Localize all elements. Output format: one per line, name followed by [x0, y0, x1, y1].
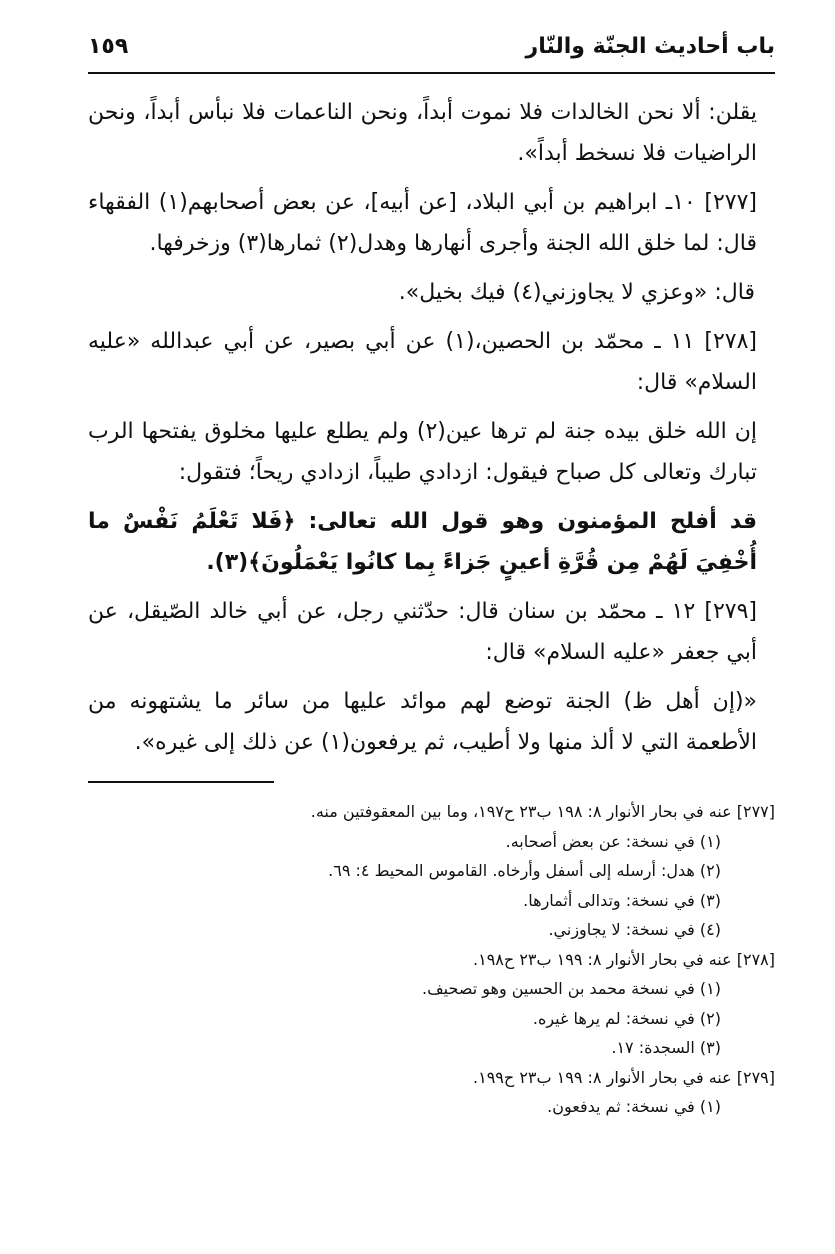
hadith-277-chain: [٢٧٧] ١٠ـ ابراهيم بن أبي البلاد، [عن أبيه]، عن بعض أصحابهم(١) الفقهاء قال: لما خلق الله الجنة وأجرى أنهارها وهدل(٢) ثمارها(٣) وزخرفها. [88, 190, 757, 256]
footnote-item: (٣) في نسخة: وتدالى أثمارها. [523, 890, 721, 910]
main-text [88, 92, 775, 763]
footnote-source-277: [٢٧٧] عنه في بحار الأنوار ٨: ١٩٨ ب٢٣ ح١٩٧، وما بين المعقوفتين منه. [310, 802, 775, 821]
page-header [88, 34, 775, 74]
footnote-source-279: [٢٧٩] عنه في بحار الأنوار ٨: ١٩٩ ب٢٣ ح١٩٩. [473, 1067, 775, 1087]
hadith-279-text: «(إن أهل ظ) الجنة توضع لهم موائد عليها من سائر ما يشتهونه من الأطعمة التي لا ألذ منها ولا أطيب، ثم يرفعون(١) عن ذلك إلى غيره». [88, 689, 757, 755]
footnote-item: (٢) هدل: أرسله إلى أسفل وأرخاه. القاموس المحيط ٤: ٦٩. [328, 861, 721, 880]
footnote-item: (١) في نسخة: عن بعض أصحابه. [505, 831, 721, 851]
hadith-278-chain: [٢٧٨] ١١ ـ محمّد بن الحصين،(١) عن أبي بصير، عن أبي عبدالله «عليه السلام» قال: [88, 329, 757, 395]
footnote-item: (١) في نسخة: ثم يدفعون. [547, 1097, 721, 1116]
footnote-source-278: [٢٧٨] عنه في بحار الأنوار ٨: ١٩٩ ب٢٣ ح١٩٨. [473, 949, 775, 969]
footnotes [88, 797, 775, 1122]
footnote-item: (١) في نسخة محمد بن الحسين وهو تصحيف. [422, 979, 721, 998]
paragraph-continuation: يقلن: ألا نحن الخالدات فلا نموت أبداً، ونحن الناعمات فلا نبأس أبداً، ونحن الراضيات فلا نسخط أبداً». [88, 100, 757, 166]
page-number: ١٥٩ [88, 34, 129, 59]
hadith-277-quote: قال: «وعزي لا يجاوزني(٤) فيك بخيل». [398, 280, 755, 305]
footnote-item: (٤) في نسخة: لا يجاوزني. [548, 920, 721, 939]
footnote-item: (٢) في نسخة: لم يرها غيره. [532, 1008, 721, 1028]
hadith-278-quran: قد أفلح المؤمنون وهو قول الله تعالى: ﴿فَلا تَعْلَمُ نَفْسٌ ما أُخْفِيَ لَهُمْ مِن قُرَّةِ أعينٍ جَزاءً بِما كانُوا يَعْمَلُونَ﴾(٣). [88, 509, 757, 575]
hadith-278-text: إن الله خلق بيده جنة لم ترها عين(٢) ولم يطلع عليها مخلوق يفتحها الرب تبارك وتعالى كل صباح فيقول: ازدادي طيباً، ازدادي ريحاً؛ فتقول: [88, 419, 757, 485]
chapter-title: باب أحاديث الجنّة والنّار [525, 34, 775, 59]
footnote-separator [88, 781, 274, 783]
hadith-279-chain: [٢٧٩] ١٢ ـ محمّد بن سنان قال: حدّثني رجل، عن أبي خالد الصّيقل، عن أبي جعفر «عليه السلام» قال: [88, 599, 758, 665]
footnote-item: (٣) السجدة: ١٧. [611, 1038, 721, 1057]
